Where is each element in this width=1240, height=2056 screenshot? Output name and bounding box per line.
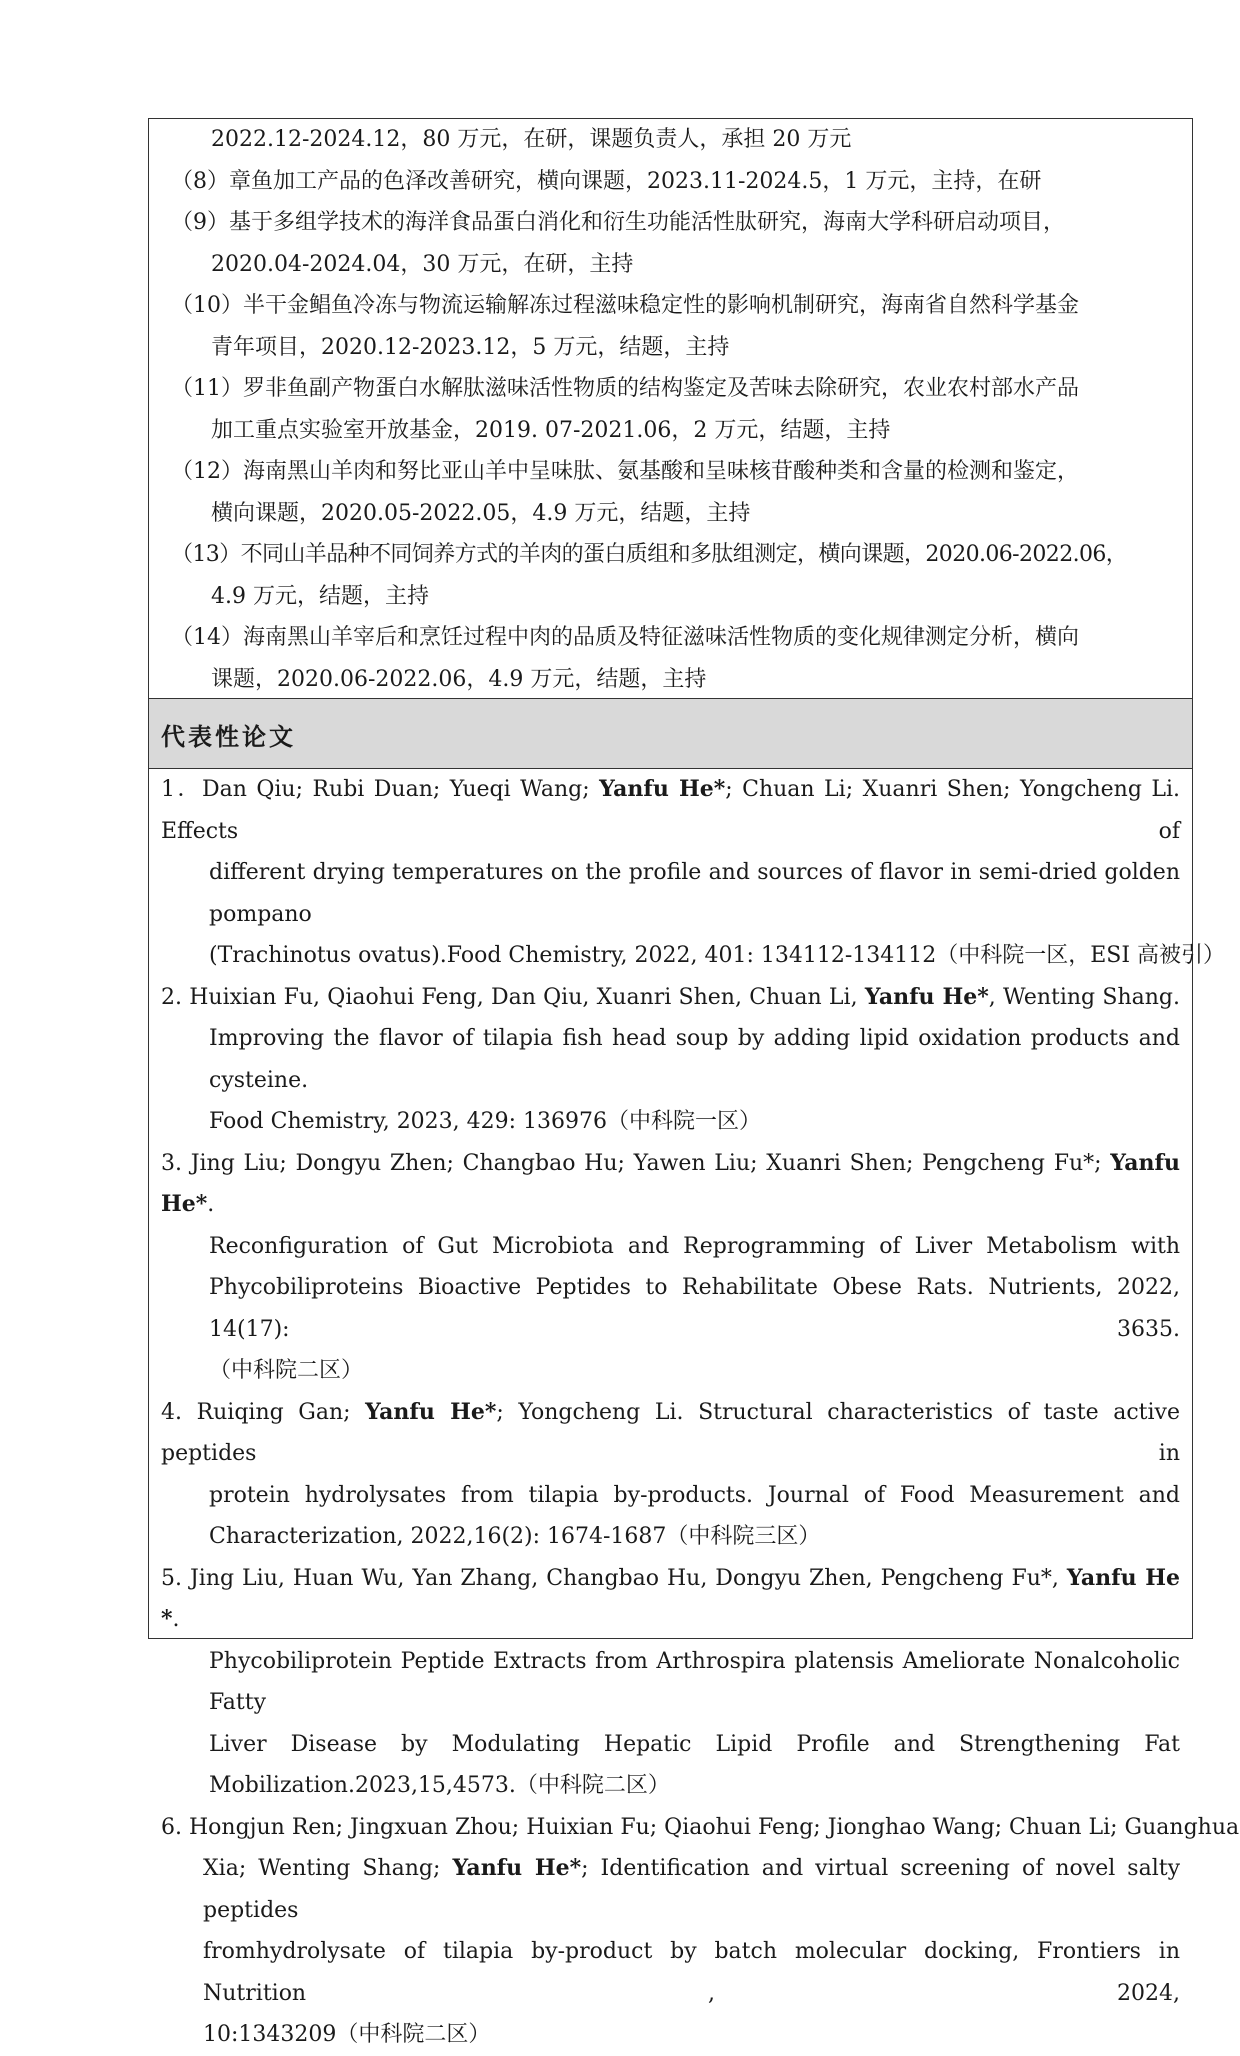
project-continuation: 2022.12-2024.12，80 万元，在研，课题负责人，承担 20 万元 [211,127,852,152]
paper-item-5: 5. Jing Liu, Huan Wu, Yan Zhang, Changbao Hu, Dongyu Zhen, Pengcheng Fu*, Yanfu He *. Phycobiliprotein Peptide Extracts from Arthrospira platensis Ameliorate Nonalcoholic Fatty Liver Disease by Modulating Hepatic Lipid Profile and Strengthening Fat Mobilization.2023,15,4573.（中科院二区） [161,1564,1180,1798]
project-item-9: （9）基于多组学技术的海洋食品蛋白消化和衍生功能活性肽研究，海南大学科研启动项目， 2020.04-2024.04，30 万元，在研，主持 [171,210,1066,277]
project-item-14: （14）海南黑山羊宰后和烹饪过程中肉的品质及特征滋味活性物质的变化规律测定分析，横向 课题，2020.06-2022.06，4.9 万元，结题，主持 [171,625,1079,692]
resume-table [148,118,1240,2047]
project-item-8: （8）章鱼加工产品的色泽改善研究，横向课题，2023.11-2024.5，1 万元，主持，在研 [171,168,1042,194]
section-header [149,699,1192,769]
paper-list [149,769,1240,2056]
section-title: 代表性论文 [161,722,296,751]
paper-item-4: 4. Ruiqing Gan; Yanfu He*; Yongcheng Li. Structural characteristics of taste active peptides in protein hydrolysates from tilapia by-products. Journal of Food Measurement and Characterization, 2022,16(2): 1674-1687（中科院三区） [161,1398,1181,1549]
author-highlight: Yanfu He* [452,1855,582,1881]
project-item-11: （11）罗非鱼副产物蛋白水解肽滋味活性物质的结构鉴定及苦味去除研究，农业农村部水产品 加工重点实验室开放基金，2019. 07-2021.06，2 万元，结题，主持 [171,376,1079,443]
paper-item-1: 1．Dan Qiu; Rubi Duan; Yueqi Wang; Yanfu He*; Chuan Li; Xuanri Shen; Yongcheng Li. Effects of different drying temperatures on the profile and sources of flavor in semi-dried golden pompano (Trachinotus ovatus).Food Chemistry, 2022, 401: 134112-134112（中科院一区，ESI 高被引） [161,776,1226,968]
paper-item-3: 3. Jing Liu; Dongyu Zhen; Changbao Hu; Yawen Liu; Xuanri Shen; Pengcheng Fu*; Yanfu He*. Reconfiguration of Gut Microbiota and Reprogramming of Liver Metabolism with Phycobiliproteins Bioactive Peptides to Rehabilitate Obese Rats. Nutrients, 2022, 14(17): 3635. （中科院二区） [161,1149,1180,1383]
project-list [149,119,1192,699]
author-highlight: Yanfu He* [599,776,726,802]
author-highlight: Yanfu He * [161,1564,1180,1632]
paper-item-6: 6. Hongjun Ren; Jingxuan Zhou; Huixian Fu; Qiaohui Feng; Jionghao Wang; Chuan Li; Guanghua Xia; Wenting Shang; Yanfu He*; Identification and virtual screening of novel salty peptides fromhydrolysate of tilapia by-product by batch molecular docking, Frontiers in Nutrition , 2024, 10:1343209（中科院二区） [161,1814,1240,2047]
author-highlight: Yanfu He* [365,1398,497,1425]
author-highlight: Yanfu He* [161,1149,1180,1217]
project-item-13: （13）不同山羊品种不同饲养方式的羊肉的蛋白质组和多肽组测定，横向课题，2020.06-2022.06， 4.9 万元，结题，主持 [171,542,1128,609]
paper-item-2: 2. Huixian Fu, Qiaohui Feng, Dan Qiu, Xuanri Shen, Chuan Li, Yanfu He*, Wenting Shang. Improving the flavor of tilapia fish head soup by adding lipid oxidation products and cysteine. Food Chemistry, 2023, 429: 136976（中科院一区） [161,983,1180,1134]
author-highlight: Yanfu He* [864,983,989,1010]
project-item-10: （10）半干金鲳鱼冷冻与物流运输解冻过程滋味稳定性的影响机制研究，海南省自然科学基金 青年项目，2020.12-2023.12，5 万元，结题，主持 [171,293,1079,360]
project-item-12: （12）海南黑山羊肉和努比亚山羊中呈味肽、氨基酸和呈味核苷酸种类和含量的检测和鉴定， 横向课题，2020.05-2022.05，4.9 万元，结题，主持 [171,459,1079,526]
